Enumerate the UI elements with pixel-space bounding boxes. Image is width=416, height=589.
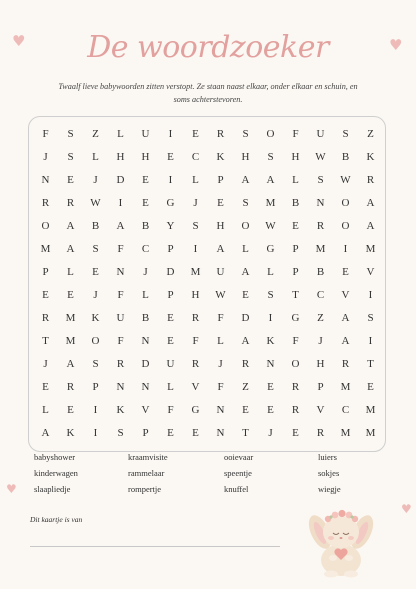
grid-letter[interactable]: I [118,197,123,209]
grid-letter[interactable]: K [366,151,375,163]
grid-letter[interactable]: U [141,128,150,140]
grid-letter[interactable]: A [216,243,225,255]
grid-letter[interactable]: N [116,381,125,393]
grid-letter[interactable]: P [292,266,299,278]
grid-letter[interactable]: I [93,404,98,416]
grid-letter[interactable]: N [266,358,275,370]
word-search-grid [28,116,386,452]
word-list-item: sokjes [318,468,340,478]
grid-letter[interactable]: J [93,289,98,301]
grid-letter[interactable]: E [67,289,74,301]
grid-letter[interactable]: L [292,174,299,186]
grid-letter[interactable]: D [241,312,250,324]
intro-text: Twaalf lieve babywoorden zitten verstopt. Ze staan naast elkaar, onder elkaar en schuin, en soms achterstevoren. [58,82,358,104]
grid-letter[interactable]: O [341,197,350,209]
grid-letter[interactable]: I [168,128,173,140]
grid-letter[interactable]: T [292,289,299,301]
grid-letter[interactable]: K [216,151,225,163]
grid-letter[interactable]: E [142,174,149,186]
grid-letter[interactable]: L [167,381,174,393]
grid-letter[interactable]: S [267,151,274,163]
grid-letter[interactable]: F [117,335,124,347]
grid-letter[interactable]: U [216,266,225,278]
grid-row [33,123,383,146]
grid-letter[interactable]: S [342,128,349,140]
grid-letter[interactable]: U [166,358,175,370]
grid-letter[interactable]: O [341,220,350,232]
grid-letter[interactable]: D [166,266,175,278]
grid-letter[interactable]: E [242,289,249,301]
word-list-item: speentje [224,468,252,478]
grid-letter[interactable]: R [316,220,325,232]
grid-letter[interactable]: H [316,358,325,370]
grid-row [33,330,383,353]
grid-letter[interactable]: R [66,197,75,209]
grid-letter[interactable]: S [317,174,324,186]
grid-letter[interactable]: B [91,220,100,232]
grid-letter[interactable]: F [292,128,299,140]
grid-letter[interactable]: K [66,427,75,439]
grid-row [33,169,383,192]
grid-letter[interactable]: N [116,266,125,278]
grid-letter[interactable]: C [191,151,200,163]
grid-letter[interactable]: G [291,312,300,324]
grid-letter[interactable]: S [242,197,249,209]
word-list-item: knuffel [224,484,249,494]
bunny-illustration [306,498,376,578]
grid-letter[interactable]: A [341,335,350,347]
grid-letter[interactable]: E [242,404,249,416]
grid-letter[interactable]: E [267,404,274,416]
heart-icon: ♥ [12,32,26,50]
grid-letter[interactable]: Z [92,128,99,140]
grid-letter[interactable]: L [217,335,224,347]
grid-letter[interactable]: R [66,381,75,393]
grid-letter[interactable]: A [66,220,75,232]
grid-letter[interactable]: O [41,220,50,232]
grid-letter[interactable]: E [192,427,199,439]
grid-letter[interactable]: K [266,335,275,347]
grid-letter[interactable]: M [315,243,326,255]
grid-letter[interactable]: E [167,151,174,163]
grid-letter[interactable]: P [167,243,174,255]
grid-letter[interactable]: O [91,335,100,347]
grid-letter[interactable]: O [241,220,250,232]
grid-letter[interactable]: M [340,381,351,393]
grid-letter[interactable]: W [265,220,276,232]
word-list-item: babyshower [34,452,76,462]
grid-letter[interactable]: V [341,289,350,301]
grid-letter[interactable]: A [266,174,275,186]
grid-letter[interactable]: W [90,197,101,209]
grid-letter[interactable]: B [141,312,150,324]
grid-row [33,422,383,445]
grid-letter[interactable]: A [241,174,250,186]
grid-letter[interactable]: M [65,335,76,347]
word-list-item: slaapliedje [34,484,71,494]
heart-icon: ♥ [389,36,403,54]
grid-letter[interactable]: L [267,266,274,278]
grid-letter[interactable]: S [267,289,274,301]
grid-letter[interactable]: L [242,243,249,255]
grid-letter[interactable]: A [66,243,75,255]
grid-letter[interactable]: Z [367,128,374,140]
grid-letter[interactable]: A [366,197,375,209]
grid-letter[interactable]: R [291,381,300,393]
grid-letter[interactable]: M [65,312,76,324]
grid-letter[interactable]: U [116,312,125,324]
grid-letter[interactable]: L [117,128,124,140]
grid-letter[interactable]: E [342,266,349,278]
grid-letter[interactable]: S [92,358,99,370]
grid-letter[interactable]: C [341,404,350,416]
word-list [34,452,374,500]
grid-letter[interactable]: J [43,358,48,370]
grid-letter[interactable]: F [42,128,49,140]
grid-row [33,284,383,307]
grid-row [33,376,383,399]
grid-letter[interactable]: T [242,427,249,439]
grid-letter[interactable]: L [92,151,99,163]
grid-letter[interactable]: F [117,243,124,255]
grid-letter[interactable]: F [167,404,174,416]
grid-letter[interactable]: N [141,335,150,347]
grid-letter[interactable]: R [341,358,350,370]
grid-letter[interactable]: N [216,404,225,416]
grid-row [33,192,383,215]
grid-letter[interactable]: B [316,266,325,278]
grid-letter[interactable]: E [42,381,49,393]
grid-letter[interactable]: E [292,220,299,232]
grid-letter[interactable]: B [141,220,150,232]
grid-letter[interactable]: Y [166,220,175,232]
grid-letter[interactable]: M [265,197,276,209]
word-list-item: wiegje [318,484,341,494]
grid-letter[interactable]: I [368,335,373,347]
grid-letter[interactable]: U [316,128,325,140]
grid-letter[interactable]: A [241,266,250,278]
grid-letter[interactable]: N [216,427,225,439]
grid-letter[interactable]: E [67,174,74,186]
grid-letter[interactable]: I [268,312,273,324]
grid-letter[interactable]: S [192,220,199,232]
grid-letter[interactable]: S [67,151,74,163]
grid-letter[interactable]: N [141,381,150,393]
grid-letter[interactable]: E [67,404,74,416]
grid-letter[interactable]: H [216,220,225,232]
grid-letter[interactable]: Z [242,381,249,393]
signature-line[interactable] [30,546,280,547]
grid-letter[interactable]: R [316,427,325,439]
grid-letter[interactable]: P [167,289,174,301]
heart-icon: ♥ [401,502,412,516]
grid-letter[interactable]: H [141,151,150,163]
grid-letter[interactable]: M [365,427,376,439]
grid-letter[interactable]: J [268,427,273,439]
grid-letter[interactable]: R [191,312,200,324]
grid-letter[interactable]: G [191,404,200,416]
grid-letter[interactable]: R [366,174,375,186]
grid-letter[interactable]: J [143,266,148,278]
grid-row [33,146,383,169]
grid-letter[interactable]: E [292,427,299,439]
grid-letter[interactable]: E [217,197,224,209]
grid-letter[interactable]: E [142,197,149,209]
grid-letter[interactable]: H [291,151,300,163]
grid-letter[interactable]: E [192,128,199,140]
grid-letter[interactable]: R [241,358,250,370]
grid-letter[interactable]: E [167,335,174,347]
grid-letter[interactable]: M [365,404,376,416]
grid-letter[interactable]: A [341,312,350,324]
grid-letter[interactable]: I [343,243,348,255]
grid-letter[interactable]: E [367,381,374,393]
grid-letter[interactable]: K [116,404,125,416]
grid-letter[interactable]: B [341,151,350,163]
grid-letter[interactable]: R [216,128,225,140]
grid-letter[interactable]: Z [317,312,324,324]
grid-row [33,353,383,376]
grid-letter[interactable]: L [192,174,199,186]
word-list-item: kinderwagen [34,468,78,478]
grid-letter[interactable]: L [42,404,49,416]
grid-letter[interactable]: J [193,197,198,209]
grid-letter[interactable]: A [66,358,75,370]
grid-letter[interactable]: W [215,289,226,301]
grid-letter[interactable]: M [340,427,351,439]
grid-letter[interactable]: N [316,197,325,209]
grid-letter[interactable]: T [367,358,374,370]
grid-letter[interactable]: H [191,289,200,301]
grid-letter[interactable]: V [366,266,375,278]
grid-row [33,215,383,238]
grid-letter[interactable]: R [291,404,300,416]
grid-letter[interactable]: S [242,128,249,140]
grid-letter[interactable]: S [67,128,74,140]
grid-letter[interactable]: E [92,266,99,278]
grid-letter[interactable]: O [291,358,300,370]
grid-letter[interactable]: T [42,335,49,347]
grid-letter[interactable]: S [367,312,374,324]
grid-row [33,399,383,422]
grid-letter[interactable]: B [291,197,300,209]
grid-letter[interactable]: N [41,174,50,186]
grid-letter[interactable]: M [190,266,201,278]
grid-letter[interactable]: P [142,427,149,439]
grid-letter[interactable]: A [41,427,50,439]
grid-letter[interactable]: E [167,427,174,439]
grid-letter[interactable]: K [91,312,100,324]
grid-letter[interactable]: A [366,220,375,232]
grid-letter[interactable]: F [217,312,224,324]
word-list-item: luiers [318,452,337,462]
grid-letter[interactable]: P [317,381,324,393]
grid-letter[interactable]: J [218,358,223,370]
grid-row [33,307,383,330]
grid-letter[interactable]: I [93,427,98,439]
grid-letter[interactable]: C [316,289,325,301]
word-list-item: ooievaar [224,452,254,462]
grid-letter[interactable]: F [217,381,224,393]
page-title: De woordzoeker [87,30,329,65]
grid-letter[interactable]: F [192,335,199,347]
grid-letter[interactable]: L [142,289,149,301]
grid-letter[interactable]: V [191,381,200,393]
grid-letter[interactable]: H [241,151,250,163]
grid-letter[interactable]: C [141,243,150,255]
grid-letter[interactable]: O [266,128,275,140]
grid-letter[interactable]: E [167,312,174,324]
grid-letter[interactable]: W [315,151,326,163]
grid-letter[interactable]: J [93,174,98,186]
grid-letter[interactable]: E [42,289,49,301]
grid-letter[interactable]: R [116,358,125,370]
grid-letter[interactable]: R [191,358,200,370]
heart-icon: ♥ [6,482,17,496]
grid-letter[interactable]: A [241,335,250,347]
grid-letter[interactable]: A [116,220,125,232]
grid-letter[interactable]: S [117,427,124,439]
grid-letter[interactable]: G [266,243,275,255]
grid-letter[interactable]: F [292,335,299,347]
grid-letter[interactable]: P [42,266,49,278]
grid-letter[interactable]: R [41,197,50,209]
grid-letter[interactable]: F [117,289,124,301]
grid-row [33,238,383,261]
grid-letter[interactable]: I [168,174,173,186]
grid-letter[interactable]: R [41,312,50,324]
grid-letter[interactable]: W [340,174,351,186]
grid-letter[interactable]: P [217,174,224,186]
grid-letter[interactable]: P [292,243,299,255]
grid-letter[interactable]: J [318,335,323,347]
signature-label: Dit kaartje is van [30,515,83,524]
grid-letter[interactable]: D [141,358,150,370]
grid-letter[interactable]: D [116,174,125,186]
grid-letter[interactable]: I [368,289,373,301]
grid-letter[interactable]: L [67,266,74,278]
word-list-item: rammelaar [128,468,165,478]
grid-letter[interactable]: M [365,243,376,255]
grid-letter[interactable]: G [166,197,175,209]
grid-letter[interactable]: S [92,243,99,255]
grid-row [33,261,383,284]
word-list-item: rompertje [128,484,162,494]
grid-letter[interactable]: V [316,404,325,416]
grid-letter[interactable]: E [267,381,274,393]
grid-letter[interactable]: V [141,404,150,416]
grid-letter[interactable]: J [43,151,48,163]
grid-letter[interactable]: M [40,243,51,255]
grid-letter[interactable]: H [116,151,125,163]
grid-letter[interactable]: I [193,243,198,255]
grid-letter[interactable]: P [92,381,99,393]
word-list-item: kraamvisite [128,452,168,462]
